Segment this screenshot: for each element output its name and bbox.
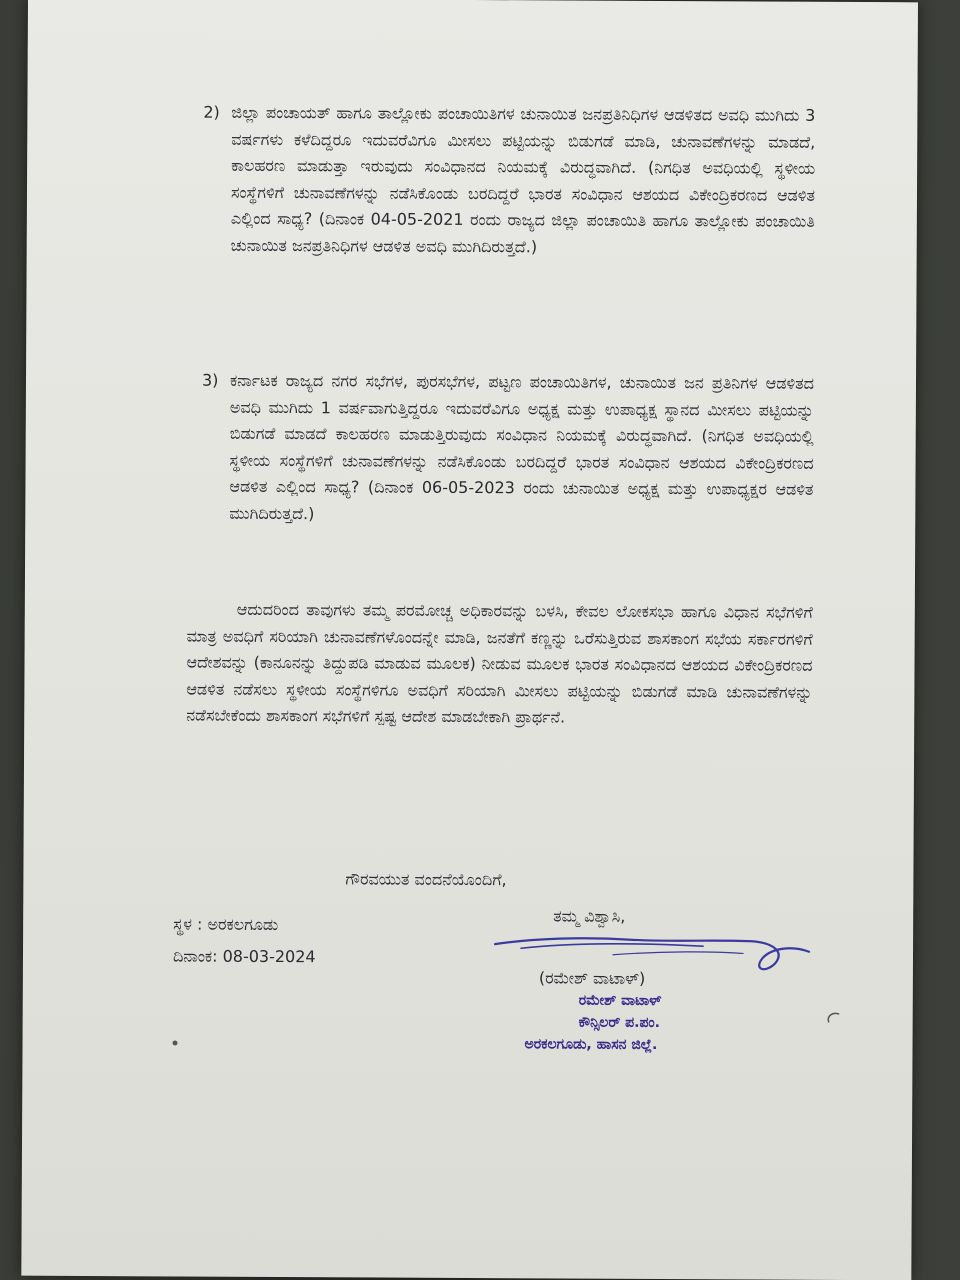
signatory-name: (ರಮೇಶ್ ವಾಟಾಳ್)	[538, 968, 646, 988]
greeting: ಗೌರವಯುತ ವಂದನೆಯೊಂದಿಗೆ,	[345, 869, 507, 890]
item-3-paragraph: ಕರ್ನಾಟಕ ರಾಜ್ಯದ ನಗರ ಸಭೆಗಳ, ಪುರಸಭೆಗಳ, ಪಟ್ಟಣ ಪಂಚಾಯಿತಿಗಳ, ಚುನಾಯಿತ ಜನ ಪ್ರತಿನಿಗಳ ಆಡಳಿತದ ಅವಧಿ ಮುಗಿದು 1 ವರ್ಷವಾಗುತ್ತಿದ್ದರೂ ಇದುವರೆವಿಗೂ ಅಧ್ಯಕ್ಷ ಮತ್ತು ಉಪಾಧ್ಯಕ್ಷ ಸ್ಥಾನದ ಮೀಸಲು ಪಟ್ಟಿಯನ್ನು ಬಿಡುಗಡೆ ಮಾಡದೆ ಕಾಲಹರಣ ಮಾಡುತ್ತಿರುವುದು ಸಂವಿಧಾನ ನಿಯಮಕ್ಕೆ ವಿರುದ್ಧವಾಗಿದೆ. (ನಿಗಧಿತ ಅವಧಿಯಲ್ಲಿ ಸ್ಥಳೀಯ ಸಂಸ್ಥೆಗಳಿಗೆ ಚುನಾವಣೆಗಳನ್ನು ನಡೆಸಿಕೊಂಡು ಬರದಿದ್ದರೆ ಭಾರತ ಸಂವಿಧಾನ ಆಶಯದ ವಿಕೇಂದ್ರಿಕರಣದ ಆಡಳಿತ ಎಲ್ಲಿಂದ ಸಾಧ್ಯ? (ದಿನಾಂಕ 06-05-2023 ರಂದು ಚುನಾಯಿತ ಅಧ್ಯಕ್ಷ ಮತ್ತು ಉಪಾಧ್ಯಕ್ಷರ ಆಡಳಿತ ಮುಗಿದಿರುತ್ತದೆ.)	[229, 370, 815, 523]
place: ಸ್ಥಳ : ಅರಕಲಗೂಡು	[173, 914, 279, 934]
stamp-designation: ಕೌನ್ಸಿಲರ್ ಪ.ಪಂ.	[578, 1014, 661, 1031]
conclusion-paragraph: ಆದುದರಿಂದ ತಾವುಗಳು ತಮ್ಮ ಪರಮೋಚ್ಚ ಅಧಿಕಾರವನ್ನು ಬಳಸಿ, ಕೇವಲ ಲೋಕಸಭಾ ಹಾಗೂ ವಿಧಾನ ಸಭೆಗಳಿಗೆ ಮಾತ್ರ ಅವಧಿಗೆ ಸರಿಯಾಗಿ ಚುನಾವಣೆಗಳೊಂದನ್ನೇ ಮಾಡಿ, ಜನತೆಗೆ ಕಣ್ಣನ್ನು ಒರೆಸುತ್ತಿರುವ ಶಾಸಕಾಂಗ ಸಭೆಯ ಸರ್ಕಾರಗಳಿಗೆ ಆದೇಶವನ್ನು (ಕಾನೂನನ್ನು ತಿದ್ದುಪಡಿ ಮಾಡುವ ಮೂಲಕ) ನೀಡುವ ಮೂಲಕ ಭಾರತ ಸಂವಿಧಾನದ ಆಶಯದ ವಿಕೇಂದ್ರಿಕರಣದ ಆಡಳಿತ ನಡೆಸಲು ಸ್ಥಳೀಯ ಸಂಸ್ಥೆಗಳಿಗೂ ಅವಧಿಗೆ ಸರಿಯಾಗಿ ಮೀಸಲು ಪಟ್ಟಿಯನ್ನು ಬಿಡುಗಡೆ ಮಾಡಿ ಚುನಾವಣೆಗಳನ್ನು ನಡೆಸಬೇಕೆಂದು ಶಾಸಕಾಂಗ ಸಭೆಗಳಿಗೆ ಸ್ಪಷ್ಟ ಆದೇಶ ಮಾಡಬೇಕಾಗಿ ಪ್ರಾರ್ಥನೆ.	[186, 599, 813, 727]
item-2-paragraph: ಜಿಲ್ಲಾ ಪಂಚಾಯತ್ ಹಾಗೂ ತಾಲ್ಲೋಕು ಪಂಚಾಯಿತಿಗಳ ಚುನಾಯಿತ ಜನಪ್ರತಿನಿಧಿಗಳ ಆಡಳಿತದ ಅವಧಿ ಮುಗಿದು 3 ವರ್ಷಗಳು ಕಳೆದಿದ್ದರೂ ಇದುವರೆವಿಗೂ ಮೀಸಲು ಪಟ್ಟಿಯನ್ನು ಬಿಡುಗಡೆ ಮಾಡಿ, ಚುನಾವಣೆಗಳನ್ನು ಮಾಡದೆ, ಕಾಲಹರಣ ಮಾಡುತ್ತಾ ಇರುವುದು ಸಂವಿಧಾನದ ನಿಯಮಕ್ಕೆ ವಿರುದ್ಧವಾಗಿದೆ. (ನಿಗಧಿತ ಅವಧಿಯಲ್ಲಿ ಸ್ಥಳೀಯ ಸಂಸ್ಥೆಗಳಿಗೆ ಚುನಾವಣೆಗಳನ್ನು ನಡೆಸಿಕೊಂಡು ಬರದಿದ್ದರೆ ಭಾರತ ಸಂವಿಧಾನ ಆಶಯದ ವಿಕೇಂದ್ರಿಕರಣದ ಆಡಳಿತ ಎಲ್ಲಿಂದ ಸಾಧ್ಯ? (ದಿನಾಂಕ 04-05-2021 ರಂದು ರಾಜ್ಯದ ಜಿಲ್ಲಾ ಪಂಚಾಯಿತಿ ಹಾಗೂ ತಾಲ್ಲೋಕು ಪಂಚಾಯಿತಿ ಚುನಾಯಿತ ಜನಪ್ರತಿನಿಧಿಗಳ ಆಡಳಿತ ಅವಧಿ ಮುಗಿದಿರುತ್ತದೆ.)	[230, 102, 816, 256]
date: ದಿನಾಂಕ: 08-03-2024	[172, 946, 316, 967]
ink-dot	[173, 1040, 178, 1045]
stamp-name: ರಮೇಶ್ ವಾಟಾಳ್	[578, 992, 662, 1009]
item-2-number: 2)	[203, 102, 220, 122]
stamp-address: ಅರಕಲಗೂಡು, ಹಾಸನ ಜಿಲ್ಲೆ.	[524, 1036, 658, 1053]
closing: ತಮ್ಮ ವಿಶ್ವಾಸಿ,	[553, 906, 626, 926]
pen-mark	[823, 1010, 843, 1026]
letter-page	[21, 0, 918, 1280]
item-3-number: 3)	[201, 370, 219, 390]
